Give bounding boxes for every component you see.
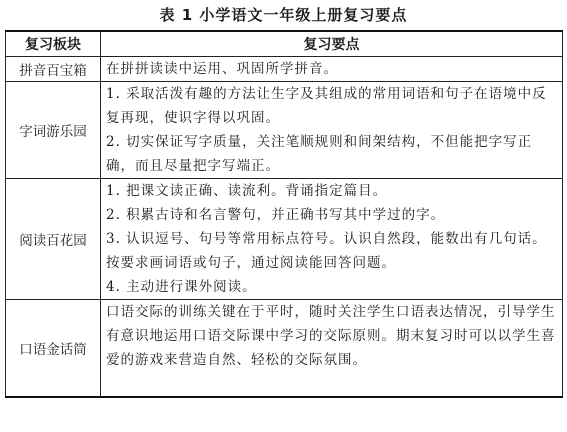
header-category: 复习板块 <box>6 31 101 57</box>
content-item: 4. 主动进行课外阅读。 <box>106 279 257 295</box>
table-row <box>6 179 563 300</box>
table-row <box>6 82 563 179</box>
content-item: 3. 认识逗号、句号等常用标点符号。认识自然段，能数出有几句话。按要求画词语或句子，通过阅读能回答问题。 <box>106 231 547 271</box>
row-category: 字词游乐园 <box>6 82 101 179</box>
table-row <box>6 57 563 82</box>
row-content <box>101 82 563 179</box>
content-item: 在拼拼读读中运用、巩固所学拼音。 <box>106 61 338 77</box>
content-item: 2. 切实保证写字质量，关注笔顺规则和间架结构，不但能把字写正确，而且尽量把字写端正。 <box>106 134 533 174</box>
table-row <box>6 300 563 397</box>
table-header-row <box>6 31 563 57</box>
row-content <box>101 57 563 82</box>
content-item: 口语交际的训练关键在于平时，随时关注学生口语表达情况，引导学生有意识地运用口语交际课中学习的交际原则。期末复习时可以以学生喜爱的游戏来营造自然、轻松的交际氛围。 <box>106 304 556 368</box>
row-category: 拼音百宝箱 <box>6 57 101 82</box>
header-content: 复习要点 <box>101 31 563 57</box>
content-item: 1. 采取活泼有趣的方法让生字及其组成的常用词语和句子在语境中反复再现，使识字得以巩固。 <box>106 86 547 126</box>
row-category: 阅读百花园 <box>6 179 101 300</box>
row-content <box>101 179 563 300</box>
content-item: 1. 把课文读正确、读流利。背诵指定篇目。 <box>106 183 388 199</box>
row-content <box>101 300 563 397</box>
row-category: 口语金话筒 <box>6 300 101 397</box>
content-item: 2. 积累古诗和名言警句，并正确书写其中学过的字。 <box>106 207 446 223</box>
table-caption: 表 1 小学语文一年级上册复习要点 <box>159 6 408 24</box>
review-table <box>5 30 563 398</box>
